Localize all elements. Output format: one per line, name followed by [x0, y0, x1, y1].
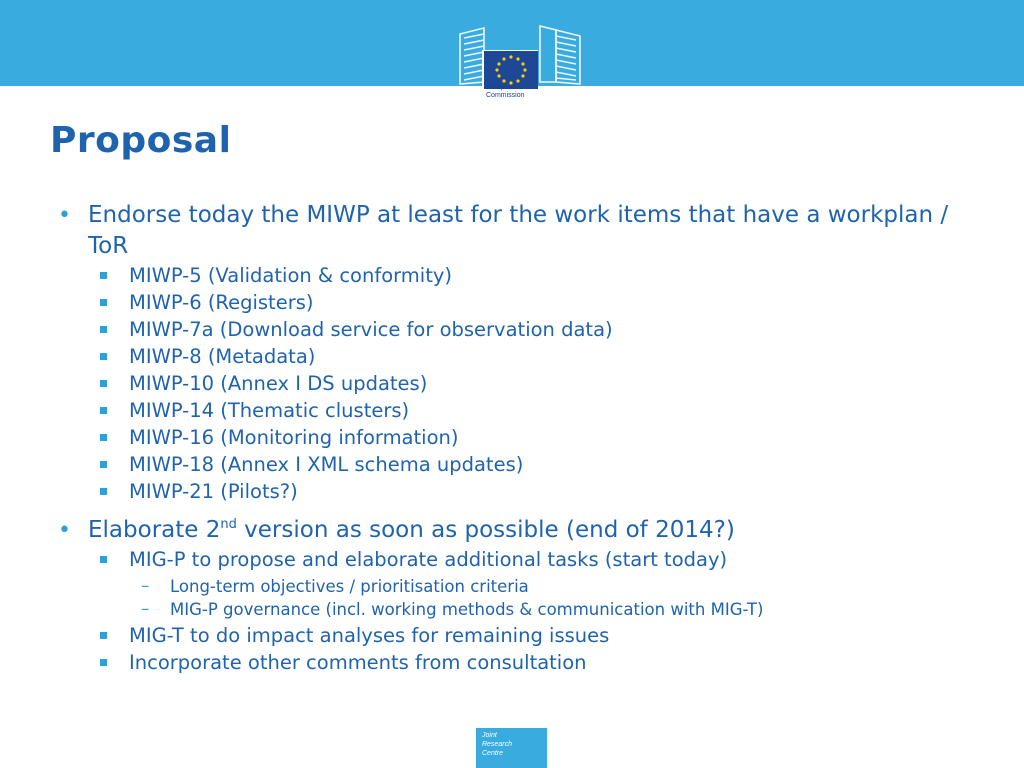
square-bullet-icon	[100, 299, 107, 306]
sub-bullet	[129, 424, 458, 451]
sub-bullet	[129, 478, 298, 505]
sub-bullet-text: MIWP-10 (Annex I DS updates)	[129, 372, 428, 395]
square-bullet-icon	[100, 556, 107, 563]
sub-bullet-text: MIWP-21 (Pilots?)	[129, 480, 298, 503]
logo-line-2: Commission	[486, 92, 525, 99]
sub-sub-bullet-text: MIG-P governance (incl. working methods & communication with MIG-T)	[170, 600, 764, 619]
sub-sub-bullet	[141, 598, 764, 622]
jrc-logo-line-2: Research	[482, 741, 512, 748]
bullet-1	[58, 200, 968, 262]
dash-bullet-icon: –	[141, 599, 150, 618]
sub-bullet-text: MIG-T to do impact analyses for remaining issues	[129, 624, 610, 647]
jrc-logo	[476, 728, 547, 768]
sub-sub-bullet	[141, 575, 529, 599]
sub-sub-bullet-text: Long-term objectives / prioritisation criteria	[170, 577, 529, 596]
jrc-logo-line-3: Centre	[482, 750, 504, 757]
sub-bullet	[129, 262, 452, 289]
sub-bullet-text: MIWP-18 (Annex I XML schema updates)	[129, 453, 524, 476]
sub-bullet	[129, 316, 613, 343]
sub-bullet-text: MIWP-6 (Registers)	[129, 291, 314, 314]
sub-bullet-text: MIWP-8 (Metadata)	[129, 345, 316, 368]
bullet-2-text-post: version as soon as possible (end of 2014?)	[236, 517, 735, 543]
logo-line-1: European	[486, 84, 517, 91]
sub-bullet	[129, 546, 727, 573]
square-bullet-icon	[100, 488, 107, 495]
square-bullet-icon	[100, 461, 107, 468]
square-bullet-icon	[100, 326, 107, 333]
slide-title: Proposal	[50, 120, 232, 161]
sub-bullet	[129, 370, 427, 397]
european-commission-label	[486, 84, 540, 100]
square-bullet-icon	[100, 659, 107, 666]
sub-bullet	[129, 289, 314, 316]
sub-bullet	[129, 397, 409, 424]
bullet-2-superscript: nd	[220, 517, 237, 532]
round-bullet-icon: •	[58, 203, 71, 228]
sub-bullet	[129, 649, 587, 676]
square-bullet-icon	[100, 434, 107, 441]
sub-bullet	[129, 343, 315, 370]
bullet-2	[58, 515, 968, 546]
sub-bullet-text: MIG-P to propose and elaborate additional tasks (start today)	[129, 548, 728, 571]
square-bullet-icon	[100, 353, 107, 360]
sub-bullet	[129, 451, 523, 478]
dash-bullet-icon: –	[141, 576, 150, 595]
sub-bullet-text: MIWP-5 (Validation & conformity)	[129, 264, 453, 287]
round-bullet-icon: •	[58, 518, 71, 543]
jrc-logo-line-1: Joint	[482, 732, 497, 739]
square-bullet-icon	[100, 407, 107, 414]
bullet-1-text: Endorse today the MIWP at least for the work items that have a workplan / ToR	[88, 202, 949, 259]
sub-bullet-text: MIWP-16 (Monitoring information)	[129, 426, 459, 449]
sub-bullet-text: MIWP-14 (Thematic clusters)	[129, 399, 410, 422]
square-bullet-icon	[100, 380, 107, 387]
square-bullet-icon	[100, 632, 107, 639]
bullet-2-text-pre: Elaborate 2	[88, 517, 221, 543]
sub-bullet-text: MIWP-7a (Download service for observation data)	[129, 318, 613, 341]
square-bullet-icon	[100, 272, 107, 279]
sub-bullet	[129, 622, 609, 649]
sub-bullet-text: Incorporate other comments from consultation	[129, 651, 587, 674]
